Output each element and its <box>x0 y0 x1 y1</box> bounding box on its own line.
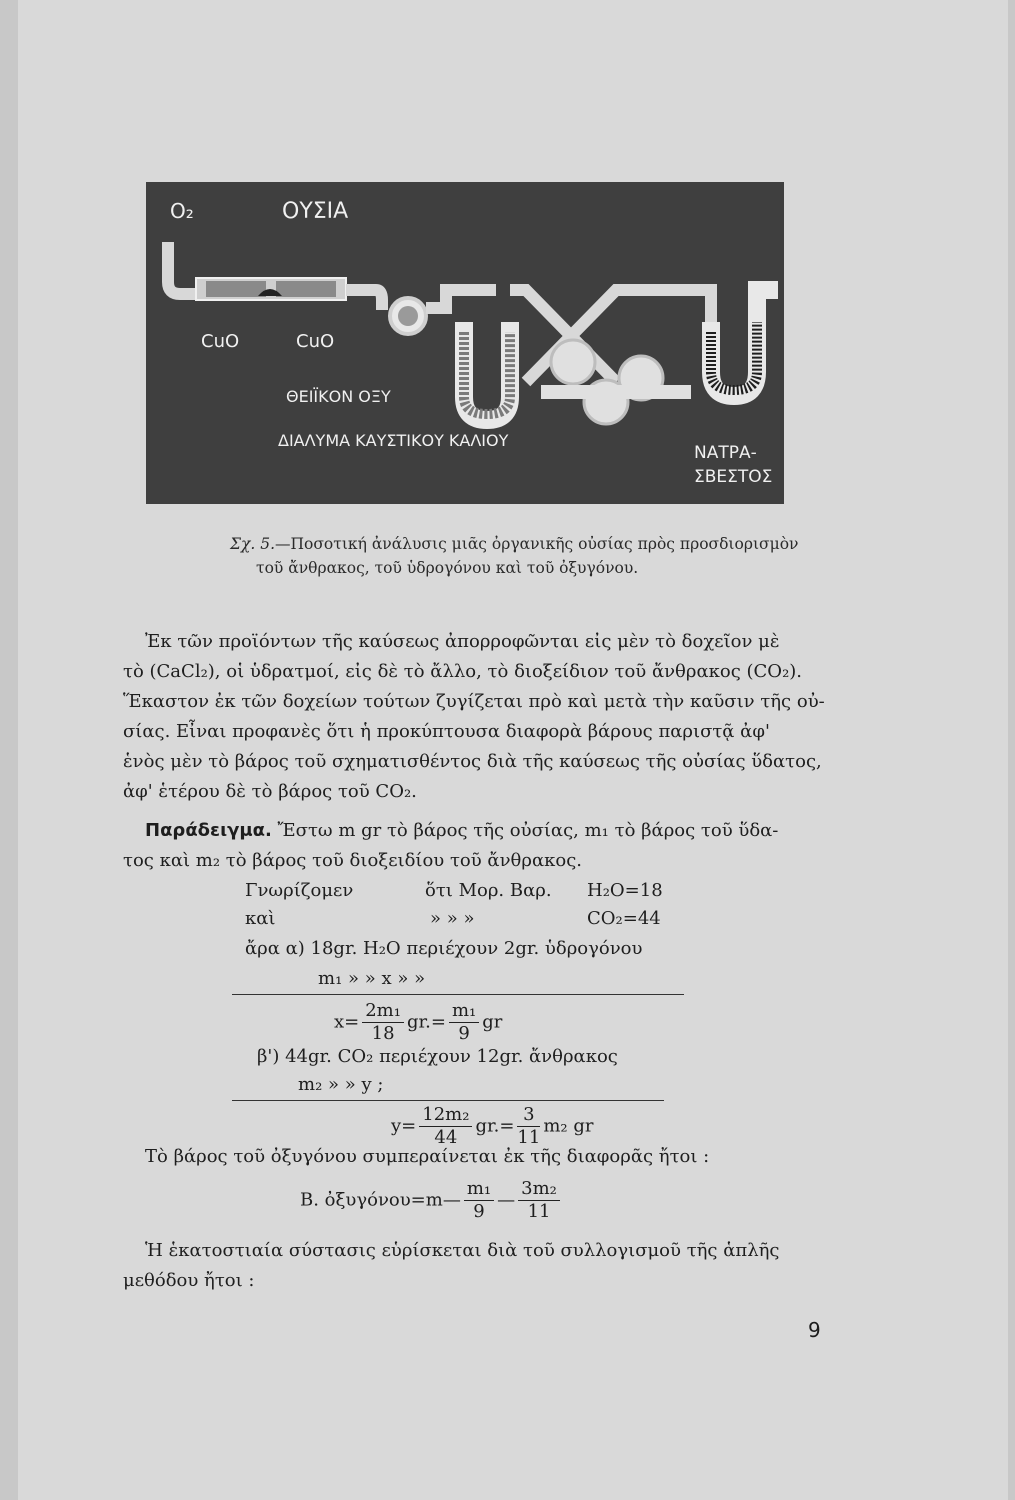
calc-b-frac2: $\frac{3}{11}$ <box>517 1104 541 1148</box>
calc-a-frac2: $\frac{\text{m₁}}{9}$ <box>449 1000 479 1045</box>
known-l2b: » » » <box>430 908 475 929</box>
oxygen-frac2: $\frac{\text{3m₂}}{11}$ <box>518 1178 560 1223</box>
calc-b-mid: gr.= <box>475 1115 515 1137</box>
known-l1a: Γνωρίζομεν <box>245 880 354 901</box>
example-text1: Ἔστω m gr τὸ βάρος τῆς οὐσίας, m₁ τὸ βάρος τοῦ ὕδα- <box>277 820 779 841</box>
oxygen-frac1: $\frac{\text{m₁}}{9}$ <box>464 1178 494 1223</box>
para1-line4: σίας. Εἶναι προφανὲς ὅτι ἡ προκύπτουσα διαφορὰ βάρους παριστᾷ ἀφ' <box>123 721 770 742</box>
known-l1b: ὅτι Μορ. Βαρ. <box>425 880 552 901</box>
calc-a-line2: m₁ » » x » » <box>318 968 426 989</box>
caption-number: Σχ. 5. <box>230 535 275 553</box>
figure-caption <box>230 532 830 580</box>
para1-line6: ἀφ' ἑτέρου δὲ τὸ βάρος τοῦ CO₂. <box>123 781 417 802</box>
page-number: 9 <box>808 1318 821 1342</box>
koh-solution-label: ΔΙΑΛΥΜΑ ΚΑΥΣΤΙΚΟΥ ΚΑΛΙΟΥ <box>278 431 509 450</box>
calc-a-lhs: x= <box>334 1011 360 1033</box>
substance-label: ΟΥΣΙΑ <box>282 199 349 224</box>
caption-line1: —Ποσοτική ἀνάλυσις μιᾶς ὀργανικῆς οὐσίας πρὸς προσδιορισμὸν <box>275 535 799 553</box>
cuo-right-label: CuO <box>296 331 335 352</box>
calc-b-tail: m₂ gr <box>543 1115 594 1137</box>
example-line1 <box>145 818 778 844</box>
calc-a-rule <box>232 994 684 995</box>
oxygen-minus: — <box>497 1189 516 1211</box>
calc-b-line2: m₂ » » y ; <box>298 1074 384 1095</box>
calc-a-frac1: $\frac{\text{2m₁}}{18}$ <box>362 1000 404 1045</box>
para1-line5: ἑνὸς μὲν τὸ βάρος τοῦ σχηματισθέντος διὰ τῆς καύσεως τῆς οὐσίας ὕδατος, <box>123 751 822 772</box>
calc-a-equation <box>334 1000 502 1045</box>
calc-b-rule <box>232 1100 664 1101</box>
sulfuric-acid-label: ΘΕΙΪΚΟΝ ΟΞΥ <box>286 387 391 406</box>
para1-line2: τὸ (CaCl₂), οἱ ὑδρατμοί, εἰς δὲ τὸ ἄλλο, τὸ διοξείδιον τοῦ ἄνθρακος (CO₂). <box>123 661 803 682</box>
calc-b-line1: β') 44gr. CO₂ περιέχουν 12gr. ἄνθρακος <box>257 1046 618 1067</box>
para1-line1: Ἐκ τῶν προϊόντων τῆς καύσεως ἀπορροφῶνται εἰς μὲν τὸ δοχεῖον μὲ <box>145 631 780 652</box>
final-line2: μεθόδου ἤτοι : <box>123 1270 255 1291</box>
caption-line2: τοῦ ἄνθρακος, τοῦ ὑδρογόνου καὶ τοῦ ὀξυγόνου. <box>256 559 639 577</box>
soda-lime-label-1: ΝΑΤΡΑ- <box>694 443 757 463</box>
calc-a-line1: ἄρα α) 18gr. H₂O περιέχουν 2gr. ὑδρογόνου <box>245 938 643 959</box>
o2-label: O₂ <box>170 199 194 223</box>
oxygen-equation <box>300 1178 563 1223</box>
calc-b-lhs: y= <box>391 1115 417 1137</box>
calc-b-frac1: $\frac{\text{12m₂}}{44}$ <box>419 1104 472 1149</box>
apparatus-diagram <box>146 182 784 504</box>
calc-a-tail: gr <box>482 1011 503 1033</box>
known-l2c: CO₂=44 <box>587 908 661 929</box>
oxygen-line: Τὸ βάρος τοῦ ὀξυγόνου συμπεραίνεται ἐκ τῆς διαφορᾶς ἤτοι : <box>145 1146 710 1167</box>
example-heading: Παράδειγμα. <box>145 820 272 841</box>
final-line1: Ἡ ἑκατοστιαία σύστασις εὑρίσκεται διὰ τοῦ συλλογισμοῦ τῆς ἁπλῆς <box>145 1240 780 1261</box>
soda-lime-label-2: ΣΒΕΣΤΟΣ <box>694 467 773 487</box>
apparatus-figure <box>146 182 784 504</box>
cuo-left-label: CuO <box>201 331 240 352</box>
known-l1c: H₂O=18 <box>587 880 663 901</box>
oxygen-lhs: Β. ὀξυγόνου=m— <box>300 1189 461 1211</box>
calc-b-equation <box>391 1104 593 1149</box>
example-line2: τος καὶ m₂ τὸ βάρος τοῦ διοξειδίου τοῦ ἄνθρακος. <box>123 850 582 871</box>
known-l2a: καὶ <box>245 908 276 929</box>
para1-line3: Ἕκαστον ἐκ τῶν δοχείων τούτων ζυγίζεται πρὸ καὶ μετὰ τὴν καῦσιν τῆς οὐ- <box>123 691 825 712</box>
calc-a-mid: gr.= <box>406 1011 446 1033</box>
